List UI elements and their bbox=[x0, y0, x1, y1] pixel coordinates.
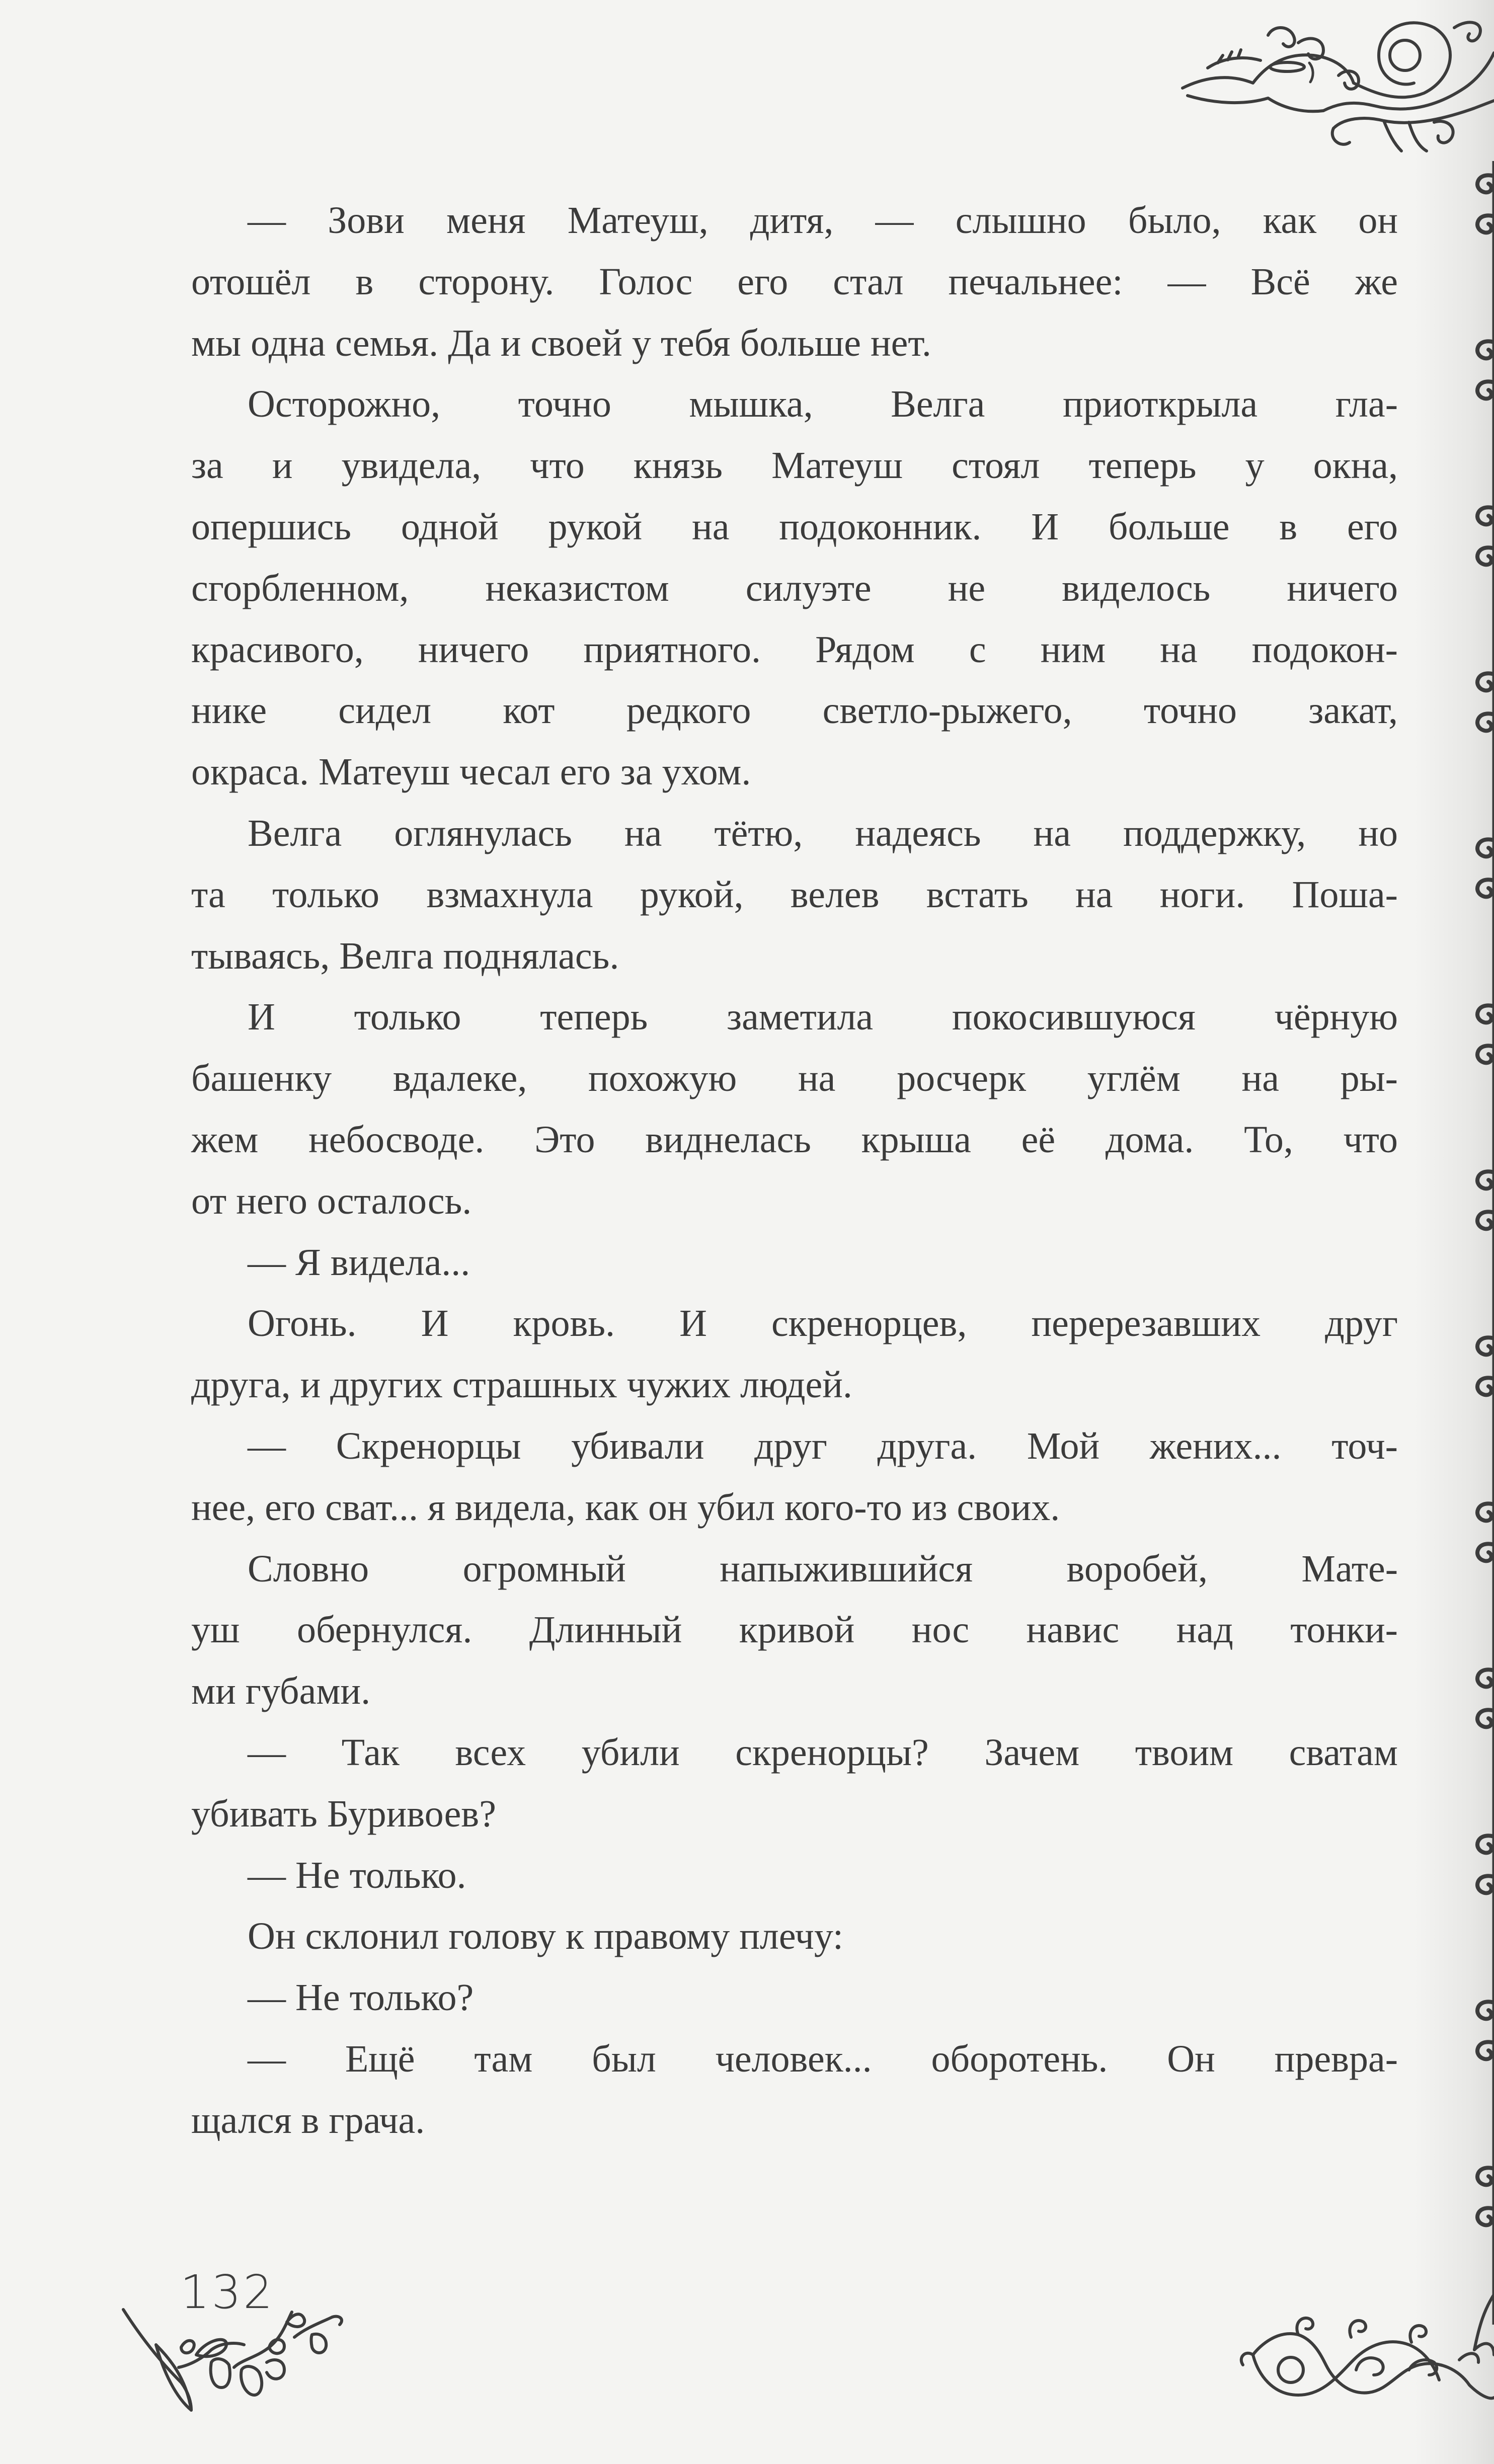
text-line: за и увидела, что князь Матеуш стоял теперь у окна, bbox=[191, 444, 1398, 487]
text-line: нее, его сват... я видела, как он убил кого-то из своих. bbox=[191, 1486, 1060, 1529]
text-line: — Не только? bbox=[248, 1976, 474, 2019]
text-line: Велга оглянулась на тётю, надеясь на поддержку, но bbox=[248, 812, 1398, 854]
text-line: убивать Буривоев? bbox=[191, 1792, 496, 1835]
dragon-head-ornament bbox=[1172, 8, 1494, 164]
text-line: — Зови меня Матеуш, дитя, — слышно было, как он bbox=[248, 199, 1398, 242]
text-line: — Скренорцы убивали друг друга. Мой жених... точ- bbox=[248, 1424, 1398, 1467]
body-text bbox=[191, 190, 1398, 2152]
text-line: башенку вдалеке, похожую на росчерк углём на ры- bbox=[191, 1057, 1398, 1100]
floral-sprig-ornament bbox=[121, 2307, 387, 2413]
text-line: мы одна семья. Да и своей у тебя больше нет. bbox=[191, 322, 931, 364]
text-line: уш обернулся. Длинный кривой нос навис над тонки- bbox=[191, 1609, 1398, 1651]
spiral-vine-border bbox=[1449, 161, 1494, 2325]
text-line: — Не только. bbox=[248, 1854, 466, 1896]
text-line: Осторожно, точно мышка, Велга приоткрыла гла- bbox=[248, 383, 1398, 426]
text-line: отошёл в сторону. Голос его стал печальнее: — Всё же bbox=[191, 260, 1398, 303]
text-line: Словно огромный напыжившийся воробей, Мате- bbox=[248, 1547, 1398, 1590]
text-line: сгорбленном, неказистом силуэте не виделось ничего bbox=[191, 567, 1398, 609]
text-line: — Так всех убили скренорцы? Зачем твоим сватам bbox=[248, 1731, 1398, 1774]
text-line: И только теперь заметила покосившуюся чёрную bbox=[248, 996, 1398, 1039]
text-line: от него осталось. bbox=[191, 1179, 472, 1222]
text-line: опершись одной рукой на подоконник. И больше в его bbox=[191, 505, 1398, 548]
page-number: 132 bbox=[180, 2265, 275, 2319]
text-line: Огонь. И кровь. И скренорцев, перерезавших друг bbox=[248, 1302, 1398, 1345]
text-line: красивого, ничего приятного. Рядом с ним на подокон- bbox=[191, 628, 1398, 671]
knotwork-corner-ornament bbox=[1238, 2294, 1494, 2420]
text-line: нике сидел кот редкого светло-рыжего, точно закат, bbox=[191, 689, 1398, 732]
text-line: щался в грача. bbox=[191, 2099, 425, 2141]
text-line: ми губами. bbox=[191, 1670, 371, 1713]
text-line: окраса. Матеуш чесал его за ухом. bbox=[191, 751, 751, 793]
text-line: жем небосводе. Это виднелась крыша её дома. То, что bbox=[191, 1118, 1398, 1161]
text-line: — Я видела... bbox=[248, 1241, 470, 1284]
text-line: — Ещё там был человек... оборотень. Он превра- bbox=[248, 2037, 1398, 2080]
text-line: друга, и других страшных чужих людей. bbox=[191, 1364, 852, 1406]
text-line: тываясь, Велга поднялась. bbox=[191, 934, 619, 977]
text-line: Он склонил голову к правому плечу: bbox=[248, 1915, 844, 1958]
text-line: та только взмахнула рукой, велев встать на ноги. Поша- bbox=[191, 873, 1398, 916]
